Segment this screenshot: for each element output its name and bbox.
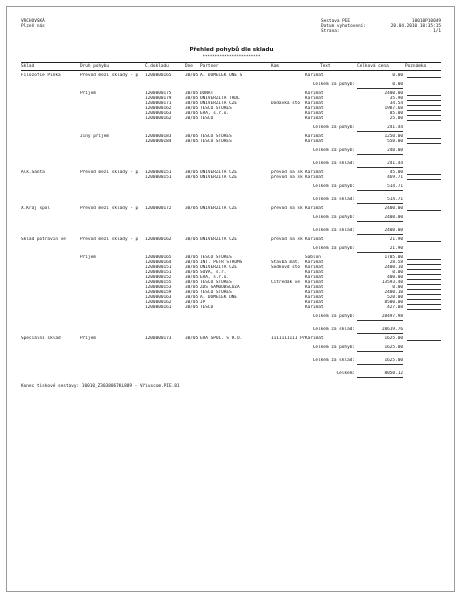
cell-partner: ERA SPOL. S R.O. [200, 336, 243, 341]
cell-kam: převod na sk [271, 237, 303, 242]
cell-celkem: 8050.12 [384, 371, 403, 376]
cell-text: Celkem za pohyb: [312, 82, 355, 87]
cell-text: Celkem za pohyb: [312, 314, 355, 319]
cell-kam: Stavba mat. [271, 260, 301, 265]
cell-druh: Příjem [80, 255, 96, 260]
header-rule-bottom [21, 70, 441, 71]
cell-text: Celkem za pohyb: [312, 148, 355, 153]
cell-doklad: 1200000152 [145, 275, 172, 280]
cell-dne: 30/05 [185, 170, 199, 175]
cell-celkem: 550.00 [387, 139, 403, 144]
cell-partner: ZDS SAMOOBSLUZA [200, 285, 240, 290]
cell-celkem: 0.00 [392, 82, 403, 87]
cell-text: Karimat [305, 295, 324, 300]
cell-celkem: 240.00 [387, 148, 403, 153]
sum-underline [357, 221, 403, 222]
cell-celkem: 1625.00 [384, 358, 403, 363]
cell-doklad: 1200000179 [145, 96, 172, 101]
cell-doklad: 1200000151 [145, 270, 172, 275]
page-label: Strana: [321, 29, 340, 34]
cell-celkem: 21.90 [389, 237, 403, 242]
cell-druh: Převod mezi sklady - p [80, 73, 139, 78]
cell-celkem: 0.00 [392, 285, 403, 290]
cell-partner: UNIVERZITA ČZE [200, 265, 238, 270]
cell-celkem: 514.71 [387, 197, 403, 202]
cell-doklad: 1200000162 [145, 106, 172, 111]
cell-celkem: 427.08 [387, 305, 403, 310]
cell-text: Karimat [305, 170, 324, 175]
cell-doklad: 1200000151 [145, 265, 172, 270]
sum-underline [357, 190, 403, 191]
table-row [7, 116, 456, 121]
cell-dne: 30/05 [185, 265, 199, 270]
cell-text: Karimat [305, 206, 324, 211]
sum-underline [357, 167, 403, 168]
cell-kam: 1111111111 Pr [271, 336, 306, 341]
summary-row [7, 345, 456, 350]
cell-partner: SOVA, s.r. [200, 270, 227, 275]
note-underline [407, 210, 441, 211]
cell-dne: 30/05 [185, 255, 199, 260]
cell-celkem: 2400.00 [384, 228, 403, 233]
sum-underline [357, 377, 403, 378]
cell-dne: 30/05 [185, 116, 199, 121]
report-sheet [6, 6, 455, 592]
cell-partner: TESCO STORES [200, 255, 232, 260]
cell-celkem: 400.00 [387, 275, 403, 280]
cell-dne: 30/05 [185, 290, 199, 295]
cell-partner: TESCO [200, 305, 214, 310]
note-underline [407, 143, 441, 144]
cell-druh: Jiný příjem [80, 134, 110, 139]
table-row [7, 175, 456, 180]
cell-dne: 30/05 [185, 285, 199, 290]
summary-row [7, 197, 456, 202]
cell-text: Karimat [305, 336, 324, 341]
cell-text: Celkem za sklad: [312, 161, 355, 166]
cell-doklad: 1200000155 [145, 280, 172, 285]
cell-druh: Převod mezi sklady - p [80, 206, 139, 211]
cell-dne: 30/05 [185, 96, 199, 101]
cell-text: Karimat [305, 270, 324, 275]
cell-partner: UNIVERZITA ČZE [200, 170, 238, 175]
cell-dne: 30/05 [185, 101, 199, 106]
cell-kam: převod na sk [271, 170, 303, 175]
col-header-kam: Kam [271, 64, 279, 69]
cell-partner: TESCO STORES [200, 139, 232, 144]
cell-text: Karimat [305, 106, 324, 111]
cell-celkem: 514.71 [387, 184, 403, 189]
cell-partner: UNIVERZITA ČZE [200, 206, 238, 211]
cell-sklad: Filozofie Pinka [21, 73, 61, 78]
report-code: 10010P10049 [411, 19, 441, 24]
cell-dne: 30/05 [185, 275, 199, 280]
cell-doklad: 1200000151 [145, 170, 172, 175]
summary-row [7, 82, 456, 87]
cell-doklad: 1200000163 [145, 295, 172, 300]
cell-text: Karimat [305, 175, 324, 180]
cell-doklad: 1200000151 [145, 175, 172, 180]
table-row [7, 206, 456, 211]
col-header-dne: Dne [185, 64, 193, 69]
cell-celkem: 25.00 [389, 116, 403, 121]
cell-dne: 30/05 [185, 91, 199, 96]
summary-row [7, 148, 456, 153]
summary-row [7, 125, 456, 130]
col-header-partner: Partner [200, 64, 219, 69]
cell-text: Karimat [305, 96, 324, 101]
table-row [7, 139, 456, 144]
cell-celkem: 0.00 [392, 73, 403, 78]
cell-dne: 30/05 [185, 295, 199, 300]
col-header-druh: Druh pohybu [80, 64, 110, 69]
summary-row [7, 314, 456, 319]
note-underline [407, 241, 441, 242]
cell-partner: UNIVERZITA TRDL [200, 96, 240, 101]
report-title: Přehled pohybů dle skladu [189, 47, 274, 53]
summary-row [7, 358, 456, 363]
cell-dne: 30/05 [185, 134, 199, 139]
cell-celkem: 241.44 [387, 125, 403, 130]
summary-row [7, 327, 456, 332]
cell-dne: 30/05 [185, 175, 199, 180]
cell-text: Karimat [305, 134, 324, 139]
cell-celkem: 1705.00 [384, 255, 403, 260]
col-header-sklad: Sklad [21, 64, 35, 69]
cell-text: Karimat [305, 116, 324, 121]
cell-celkem: 28.58 [389, 260, 403, 265]
summary-row [7, 228, 456, 233]
cell-celkem: 1625.00 [384, 345, 403, 350]
cell-text: Karimat [305, 111, 324, 116]
cell-doklad: 1200000165 [145, 73, 172, 78]
cell-celkem: 2400.00 [384, 206, 403, 211]
cell-celkem: 35.90 [389, 96, 403, 101]
sum-underline [357, 252, 403, 253]
cell-text: Šablon [305, 255, 321, 260]
col-header-doklad: Č.dokladu [145, 64, 169, 69]
cell-text: Karimat [305, 285, 324, 290]
cell-druh: Příjem [80, 336, 96, 341]
cell-text: Celkem za sklad: [312, 327, 355, 332]
cell-kam: Sodkovd sto [271, 265, 301, 270]
cell-text: Karimat [305, 139, 324, 144]
cell-dne: 30/05 [185, 111, 199, 116]
cell-sklad: Alk.Santa [21, 170, 45, 175]
cell-partner: ERA, s.r.o. [200, 275, 230, 280]
report-datetime: 20.04.2010 10:35:15 [390, 24, 441, 29]
cell-doklad: 1200000183 [145, 134, 172, 139]
cell-text: Karimat [305, 290, 324, 295]
datetime-label: Datum vyhotovení: [321, 24, 366, 29]
cell-doklad: 1200000164 [145, 260, 172, 265]
cell-sklad: Sklad potravin ve [21, 237, 66, 242]
cell-text: Karimat [305, 265, 324, 270]
cell-doklad: 1200000165 [145, 255, 172, 260]
note-underline [407, 340, 441, 341]
cell-text: Karimat [305, 101, 324, 106]
note-underline [407, 77, 441, 78]
cell-doklad: 1200000162 [145, 237, 172, 242]
cell-text: Karimat [305, 237, 324, 242]
cell-celkem: 8500.00 [384, 300, 403, 305]
sum-underline [357, 364, 403, 365]
col-header-text: Text [320, 64, 331, 69]
cell-dne: 30/05 [185, 280, 199, 285]
cell-partner: TESCO [200, 116, 214, 121]
cell-sklad: Speciální sklad [21, 336, 61, 341]
cell-dne: 30/05 [185, 139, 199, 144]
cell-dne: 30/05 [185, 73, 199, 78]
cell-partner: ERA, s.r.o. [200, 111, 230, 116]
cell-doklad: 1200000162 [145, 300, 172, 305]
cell-partner: TESCO STORES [200, 290, 232, 295]
cell-partner: UNIVERZITA ČZE [200, 175, 238, 180]
cell-partner: A. DOMEČEK ONE [200, 295, 238, 300]
table-row [7, 305, 456, 310]
summary-row [7, 161, 456, 166]
cell-text: Karimat [305, 275, 324, 280]
table-row [7, 336, 456, 341]
cell-druh: Převod mezi sklady - p [80, 237, 139, 242]
cell-celkem: 21.90 [389, 246, 403, 251]
cell-partner: TESCO STORES [200, 280, 232, 285]
cell-kam: Dodavka sto [271, 101, 301, 106]
cell-celkem: 34.54 [389, 101, 403, 106]
cell-doklad: 1200000163 [145, 111, 172, 116]
cell-celkem: 1250.00 [384, 134, 403, 139]
cell-doklad: 1200000171 [145, 101, 172, 106]
header-rule-top [21, 62, 441, 63]
cell-text: Celkem za pohyb: [312, 345, 355, 350]
sum-underline [357, 88, 403, 89]
cell-celkem: 45.00 [389, 170, 403, 175]
cell-dne: 30/05 [185, 300, 199, 305]
sum-underline [357, 131, 403, 132]
summary-row [7, 215, 456, 220]
cell-doklad: 1200000159 [145, 290, 172, 295]
cell-partner: TESCO STORES [200, 106, 232, 111]
cell-celkem: 13593.40 [381, 280, 403, 285]
cell-partner: TESCO STORES [200, 134, 232, 139]
cell-text: Celkem: [336, 371, 355, 376]
cell-text: Karimat [305, 305, 324, 310]
cell-celkem: 469.71 [387, 175, 403, 180]
cell-doklad: 1200000184 [145, 139, 172, 144]
cell-text: Celkem za pohyb: [312, 184, 355, 189]
cell-kam: převod na sk [271, 206, 303, 211]
cell-text: Karimat [305, 280, 324, 285]
col-header-poznamka: Poznámka [405, 64, 427, 69]
cell-text: Celkem za sklad: [312, 358, 355, 363]
cell-text: Celkem za sklad: [312, 197, 355, 202]
sum-underline [357, 333, 403, 334]
table-row [7, 237, 456, 242]
cell-text: Celkem za pohyb: [312, 125, 355, 130]
cell-celkem: 28619.76 [381, 327, 403, 332]
sum-underline [357, 203, 403, 204]
sum-underline [357, 351, 403, 352]
cell-partner: JP [200, 300, 206, 305]
cell-celkem: 1987.60 [384, 106, 403, 111]
cell-dne: 30/05 [185, 336, 199, 341]
cell-text: Karimat [305, 260, 324, 265]
cell-celkem: 2400.10 [384, 265, 403, 270]
cell-partner: UNIVERZITA ČZE [200, 237, 238, 242]
cell-partner: DONÁT [200, 91, 214, 96]
note-underline [407, 309, 441, 310]
cell-text: Karimat [305, 91, 324, 96]
cell-doklad: 1200000173 [145, 336, 172, 341]
cell-partner: A. DOMEČEK ONE S [200, 73, 243, 78]
cell-dne: 30/05 [185, 260, 199, 265]
cell-kam: převod na sk [271, 175, 303, 180]
cell-doklad: 1200000175 [145, 91, 172, 96]
sum-underline [357, 234, 403, 235]
table-row [7, 73, 456, 78]
cell-text: Karimat [305, 300, 324, 305]
cell-dne: 30/05 [185, 305, 199, 310]
cell-celkem: 28497.98 [381, 314, 403, 319]
cell-text: Celkem za sklad: [312, 228, 355, 233]
cell-doklad: 1200000153 [145, 285, 172, 290]
cell-celkem: 2400.10 [384, 290, 403, 295]
sum-underline [357, 154, 403, 155]
cell-text: Karimat [305, 73, 324, 78]
cell-partner: UNIVERZITA ČZE [200, 101, 238, 106]
summary-row [7, 184, 456, 189]
cell-celkem: 2400.00 [384, 91, 403, 96]
col-header-celkem: Celková cena [357, 64, 389, 69]
note-underline [407, 120, 441, 121]
note-underline [407, 179, 441, 180]
cell-druh: Převod mezi sklady - p [80, 170, 139, 175]
cell-celkem: 0.00 [392, 270, 403, 275]
report-footer: Konec tiskové sestavy: 10010_Z3038067KL889 - Vřiuscom.PIE.01 [21, 384, 180, 389]
cell-dne: 30/05 [185, 106, 199, 111]
cell-partner: INT. PETR STROMS [200, 260, 243, 265]
cell-sklad: X.Kraj spol [21, 206, 51, 211]
cell-text: Celkem za pohyb: [312, 215, 355, 220]
cell-celkem: 520.00 [387, 295, 403, 300]
summary-row [7, 371, 456, 376]
cell-celkem: 1625.00 [384, 336, 403, 341]
cell-dne: 30/05 [185, 270, 199, 275]
cell-doklad: 1200000172 [145, 206, 172, 211]
summary-row [7, 246, 456, 251]
cell-druh: Příjem [80, 91, 96, 96]
cell-doklad: 1200000161 [145, 305, 172, 310]
company-city: Plzeň nás [21, 24, 45, 29]
report-name: Sestava PEE [321, 19, 351, 24]
company-name: VRCHOVSKÁ [21, 19, 45, 24]
report-page: 1/1 [433, 29, 441, 34]
cell-celkem: 241.44 [387, 161, 403, 166]
cell-celkem: 2400.00 [384, 215, 403, 220]
report-subtitle: ************************ [202, 54, 261, 59]
cell-text: Celkem za pohyb: [312, 246, 355, 251]
cell-dne: 30/05 [185, 237, 199, 242]
cell-dne: 30/05 [185, 206, 199, 211]
cell-doklad: 1200000162 [145, 116, 172, 121]
cell-kam: Cítredák ve [271, 280, 301, 285]
sum-underline [357, 320, 403, 321]
cell-celkem: 85.00 [389, 111, 403, 116]
